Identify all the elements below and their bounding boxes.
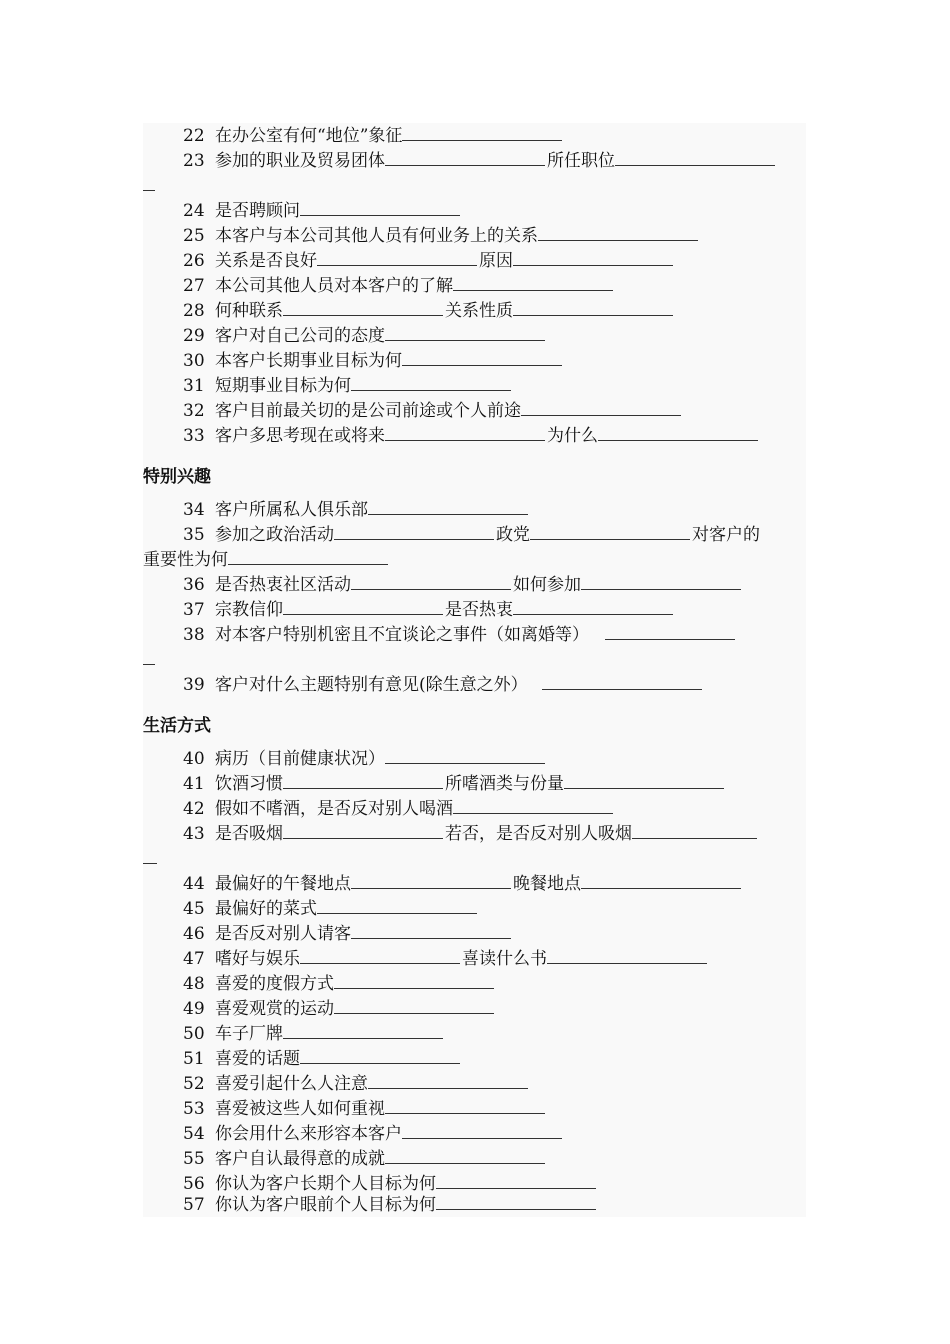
answer-blank[interactable] — [385, 423, 545, 441]
question-40: 40 病历（目前健康状况） — [183, 746, 547, 771]
answer-blank[interactable] — [513, 248, 673, 266]
question-24: 24 是否聘顾问 — [183, 198, 462, 223]
answer-blank[interactable] — [143, 647, 155, 665]
question-32: 32 客户目前最关切的是公司前途或个人前途 — [183, 398, 683, 423]
question-27: 27 本公司其他人员对本客户的了解 — [183, 273, 615, 298]
answer-blank[interactable] — [564, 771, 724, 789]
answer-blank[interactable] — [283, 298, 443, 316]
section-heading-lifestyle: 生活方式 — [143, 716, 211, 736]
question-42: 42 假如不嗜酒，是否反对别人喝酒 — [183, 796, 615, 821]
answer-blank[interactable] — [283, 821, 443, 839]
question-44: 44 最偏好的午餐地点 晚餐地点 — [183, 871, 743, 896]
answer-blank[interactable] — [385, 148, 545, 166]
question-38-wrap — [143, 647, 157, 672]
answer-blank[interactable] — [453, 273, 613, 291]
answer-blank[interactable] — [143, 846, 157, 864]
question-25: 25 本客户与本公司其他人员有何业务上的关系 — [183, 223, 700, 248]
question-36: 36 是否热衷社区活动 如何参加 — [183, 572, 743, 597]
answer-blank[interactable] — [547, 946, 707, 964]
answer-blank[interactable] — [283, 597, 443, 615]
answer-blank[interactable] — [300, 1046, 460, 1064]
answer-blank[interactable] — [300, 198, 460, 216]
answer-blank[interactable] — [283, 1021, 443, 1039]
answer-blank[interactable] — [581, 572, 741, 590]
answer-blank[interactable] — [351, 871, 511, 889]
question-31: 31 短期事业目标为何 — [183, 373, 513, 398]
question-54: 54 你会用什么来形容本客户 — [183, 1121, 564, 1146]
question-35: 35 参加之政治活动 政党 对客户的 — [183, 522, 760, 547]
answer-blank[interactable] — [598, 423, 758, 441]
answer-blank[interactable] — [402, 1121, 562, 1139]
answer-blank[interactable] — [453, 796, 613, 814]
answer-blank[interactable] — [385, 746, 545, 764]
answer-blank[interactable] — [351, 373, 511, 391]
question-43: 43 是否吸烟 若否，是否反对别人吸烟 — [183, 821, 759, 846]
answer-blank[interactable] — [385, 1146, 545, 1164]
question-49: 49 喜爱观赏的运动 — [183, 996, 496, 1021]
question-33: 33 客户多思考现在或将来 为什么 — [183, 423, 760, 448]
section-heading-special-interest: 特别兴趣 — [143, 467, 211, 487]
question-43-wrap — [143, 846, 159, 871]
answer-blank[interactable] — [317, 248, 477, 266]
answer-blank[interactable] — [436, 1192, 596, 1210]
question-38: 38 对本客户特别机密且不宜谈论之事件（如离婚等） — [183, 622, 737, 647]
answer-blank[interactable] — [581, 871, 741, 889]
question-47: 47 嗜好与娱乐 喜读什么书 — [183, 946, 709, 971]
answer-blank[interactable] — [385, 1096, 545, 1114]
question-26: 26 关系是否良好 原因 — [183, 248, 675, 273]
answer-blank[interactable] — [513, 597, 673, 615]
answer-blank[interactable] — [334, 522, 494, 540]
answer-blank[interactable] — [351, 572, 511, 590]
answer-blank[interactable] — [530, 522, 690, 540]
answer-blank[interactable] — [283, 771, 443, 789]
answer-blank[interactable] — [513, 298, 673, 316]
question-51: 51 喜爱的话题 — [183, 1046, 462, 1071]
answer-blank[interactable] — [402, 123, 562, 141]
question-50: 50 车子厂牌 — [183, 1021, 445, 1046]
answer-blank[interactable] — [605, 622, 735, 640]
question-30: 30 本客户长期事业目标为何 — [183, 348, 564, 373]
question-28: 28 何种联系 关系性质 — [183, 298, 675, 323]
question-52: 52 喜爱引起什么人注意 — [183, 1071, 530, 1096]
answer-blank[interactable] — [436, 1171, 596, 1189]
question-35-wrap: 重要性为何 — [143, 547, 390, 572]
question-45: 45 最偏好的菜式 — [183, 896, 479, 921]
question-34: 34 客户所属私人俱乐部 — [183, 497, 530, 522]
question-29: 29 客户对自己公司的态度 — [183, 323, 547, 348]
answer-blank[interactable] — [615, 148, 775, 166]
answer-blank[interactable] — [143, 173, 155, 191]
question-56: 56 你认为客户长期个人目标为何 — [183, 1171, 598, 1196]
answer-blank[interactable] — [300, 946, 460, 964]
answer-blank[interactable] — [402, 348, 562, 366]
answer-blank[interactable] — [542, 672, 702, 690]
answer-blank[interactable] — [632, 821, 757, 839]
answer-blank[interactable] — [385, 323, 545, 341]
answer-blank[interactable] — [368, 497, 528, 515]
answer-blank[interactable] — [334, 971, 494, 989]
question-22: 22 在办公室有何“地位”象征 — [183, 123, 564, 148]
question-48: 48 喜爱的度假方式 — [183, 971, 496, 996]
answer-blank[interactable] — [368, 1071, 528, 1089]
document-page — [143, 123, 806, 1217]
question-55: 55 客户自认最得意的成就 — [183, 1146, 547, 1171]
question-53: 53 喜爱被这些人如何重视 — [183, 1096, 547, 1121]
question-37: 37 宗教信仰 是否热衷 — [183, 597, 675, 622]
question-41: 41 饮酒习惯 所嗜酒类与份量 — [183, 771, 726, 796]
question-46: 46 是否反对别人请客 — [183, 921, 513, 946]
answer-blank[interactable] — [334, 996, 494, 1014]
answer-blank[interactable] — [538, 223, 698, 241]
question-23-wrap — [143, 173, 157, 198]
question-23: 23 参加的职业及贸易团体 所任职位 — [183, 148, 777, 173]
question-57: 57 你认为客户眼前个人目标为何 — [183, 1192, 598, 1217]
answer-blank[interactable] — [228, 547, 388, 565]
answer-blank[interactable] — [317, 896, 477, 914]
question-39: 39 客户对什么主题特别有意见(除生意之外） — [183, 672, 704, 697]
answer-blank[interactable] — [351, 921, 511, 939]
answer-blank[interactable] — [521, 398, 681, 416]
